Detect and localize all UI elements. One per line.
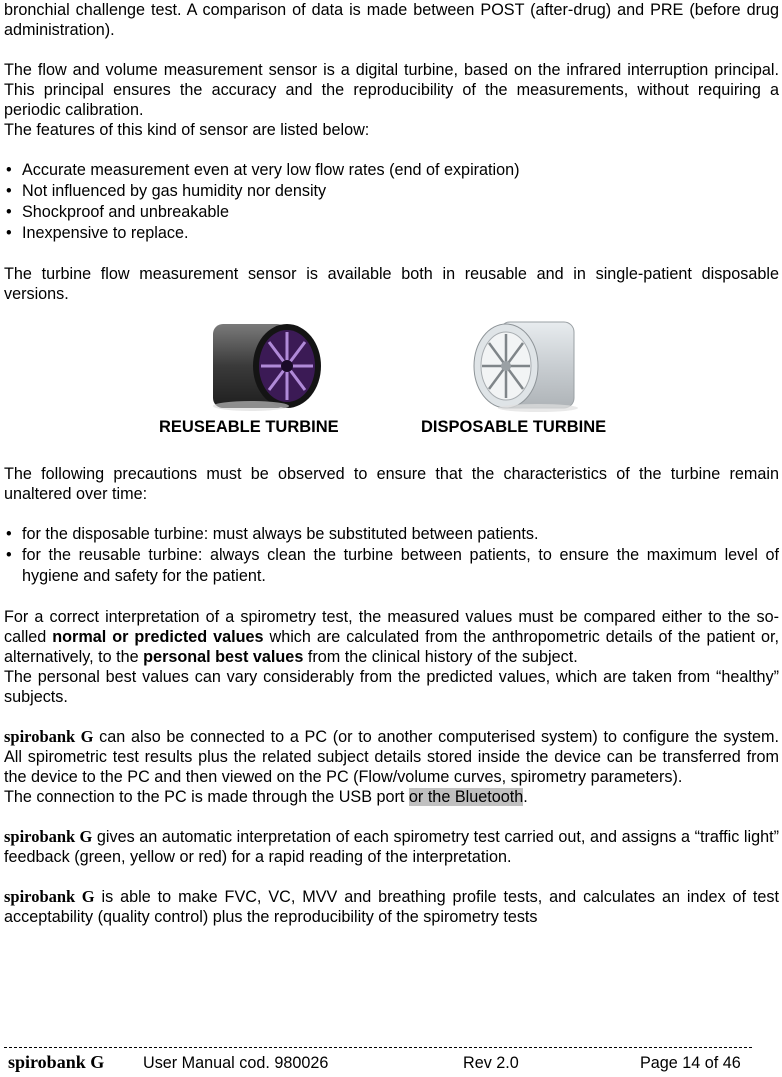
turbine-images — [4, 318, 779, 418]
paragraph-traffic-light: spirobank G gives an automatic interpretation of each spirometry test carried out, and assigns a “traffic light” feedback (green, yellow or red) for a rapid reading of the interpretation. — [4, 827, 779, 866]
paragraph-usb: The connection to the PC is made through the USB port or the Bluetooth. — [4, 788, 528, 806]
caption-reusable: REUSEABLE TURBINE — [159, 418, 339, 436]
list-item: • Shockproof and unbreakable — [4, 202, 779, 223]
highlighted-text: or the Bluetooth — [408, 788, 524, 806]
paragraph-tests: spirobank G is able to make FVC, VC, MVV and breathing profile tests, and calculates an index of test acceptability (quality control) plus the reproducibility of the spirometry tests — [4, 887, 779, 926]
paragraph-pc-connection: spirobank G can also be connected to a PC (or to another computerised system) to configure the system. All spirometric test results plus the related subject details stored inside the device can be transferred from the device to the PC and then viewed on the PC (Flow/volume curves, spirometry parameters). — [4, 727, 779, 786]
disposable-turbine-image — [466, 318, 586, 413]
features-list — [4, 160, 779, 244]
page-footer — [4, 1054, 764, 1076]
paragraph-personal-best: The personal best values can vary considerably from the predicted values, which are taken from “healthy” subjects. — [4, 668, 779, 706]
list-item: • Accurate measurement even at very low flow rates (end of expiration) — [4, 160, 779, 181]
paragraph-sensor: The flow and volume measurement sensor is a digital turbine, based on the infrared interruption principal. This principal ensures the accuracy and the reproducibility of the measurements, without requiring a periodic calibration. — [4, 61, 779, 119]
footer-manual-code: User Manual cod. 980026 — [143, 1054, 329, 1072]
turbine-captions — [4, 418, 779, 444]
list-item: • for the reusable turbine: always clean the turbine between patients, to ensure the maximum level of hygiene and safety for the patient. — [4, 545, 779, 587]
paragraph-bronchial: bronchial challenge test. A comparison of data is made between POST (after-drug) and PRE (before drug administration). — [4, 1, 779, 39]
precautions-list — [4, 524, 779, 587]
footer-revision: Rev 2.0 — [463, 1054, 519, 1072]
footer-divider — [4, 1047, 752, 1048]
caption-disposable: DISPOSABLE TURBINE — [421, 418, 607, 436]
paragraph-interpretation: For a correct interpretation of a spirometry test, the measured values must be compared either to the so-called normal or predicted values which are calculated from the anthropometric details of the patient or, alternatively, to the personal best values from the clinical history of the subject. — [4, 608, 780, 666]
list-item: • for the disposable turbine: must always be substituted between patients. — [4, 524, 779, 545]
footer-brand: spirobank G — [8, 1052, 105, 1072]
document-page — [4, 0, 779, 927]
reusable-turbine-image — [207, 318, 327, 413]
paragraph-versions: The turbine flow measurement sensor is available both in reusable and in single-patient disposable versions. — [4, 265, 779, 303]
list-item: • Inexpensive to replace. — [4, 223, 779, 244]
footer-page-number: Page 14 of 46 — [640, 1054, 741, 1072]
paragraph-features-intro: The features of this kind of sensor are listed below: — [4, 121, 370, 139]
paragraph-precautions: The following precautions must be observed to ensure that the characteristics of the turbine remain unaltered over time: — [4, 465, 779, 503]
list-item: • Not influenced by gas humidity nor density — [4, 181, 779, 202]
